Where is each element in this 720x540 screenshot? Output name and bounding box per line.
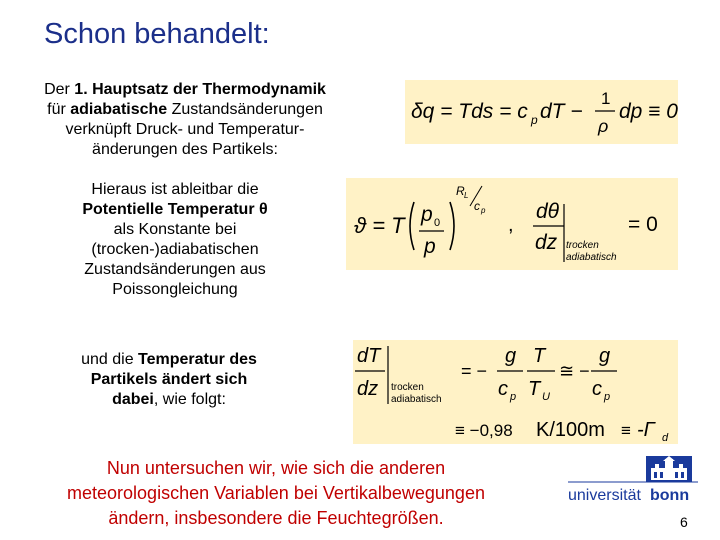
eq2-dz: dz: [535, 231, 558, 254]
eq3-dz: dz: [357, 378, 379, 400]
eq3-TU-sub: U: [542, 391, 550, 403]
page-number: 6: [680, 514, 688, 530]
eq1-frac-num: 1: [601, 89, 611, 108]
text: Der: [44, 81, 75, 98]
text: Poissongleichung: [112, 281, 238, 298]
eq3-cp1: c: [498, 378, 508, 400]
logo-text-universitaet: universität: [568, 487, 641, 504]
logo-text-bonn: bonn: [650, 487, 690, 504]
eq2-dtheta: dθ: [536, 200, 560, 223]
university-building-icon: [568, 456, 698, 506]
eq3-TU: T: [528, 378, 541, 400]
eq3-gamma: -Γ: [637, 419, 656, 441]
eq3-approx: ≅ −: [559, 361, 590, 381]
eq3-cp1-sub: p: [510, 391, 517, 403]
eq2-exp-num-sub: L: [464, 191, 469, 200]
university-logo: [568, 456, 698, 506]
eq1-frac-den: ρ: [598, 116, 609, 136]
eq3-g1: g: [505, 345, 517, 367]
paragraph-temperature-change: [58, 350, 280, 410]
closing-text: [36, 456, 516, 531]
eq2-paren-right: [450, 202, 454, 250]
eq2-exp-den: c: [474, 199, 480, 213]
equation-potential-temperature: [346, 178, 678, 270]
eq1-tail: dp ≡ 0: [619, 100, 678, 123]
text: ändern, insbesondere die Feuchtegrößen.: [108, 508, 444, 528]
text: als Konstante bei: [113, 221, 237, 238]
text: verknüpft Druck- und Temperatur-: [65, 121, 305, 138]
text: , wie folgt:: [153, 391, 226, 408]
equation-temperature-change: [353, 340, 678, 444]
eq2-exp-den-sub: p: [481, 206, 486, 215]
eq3-T: T: [533, 345, 546, 367]
eq3-dT: dT: [357, 345, 381, 367]
equation-first-law-svg: [405, 80, 678, 144]
text: für: [47, 101, 71, 118]
text: und die: [81, 351, 139, 368]
text-bold: Partikels ändert sich: [90, 371, 248, 388]
text: Hieraus ist ableitbar die: [91, 181, 259, 198]
equation-first-law: [405, 80, 678, 144]
eq3-cp2-sub: p: [604, 391, 611, 403]
eq1-sub-p: p: [531, 113, 538, 127]
eq2-theta: ϑ = T: [354, 213, 405, 238]
equation-potential-temperature-svg: [346, 178, 678, 270]
paragraph-first-law: [20, 80, 350, 160]
text-bold: dabei: [112, 391, 154, 408]
eq2-comma: ,: [508, 214, 514, 236]
text: (trocken-)adiabatischen: [91, 241, 259, 258]
text: Nun untersuchen wir, wie sich die anderen: [106, 458, 446, 478]
eq3-line2c: ≡: [621, 421, 631, 440]
text: Zustandsänderungen aus: [84, 261, 266, 278]
eq3-adiabatisch: adiabatisch: [391, 394, 442, 405]
eq3-eq-minus: = −: [461, 361, 488, 381]
eq2-p: p: [424, 235, 436, 258]
eq3-g2: g: [599, 345, 611, 367]
eq2-adiabatisch: adiabatisch: [566, 252, 617, 263]
eq2-p0: p: [421, 203, 433, 226]
eq1-lhs: δq = Tds = c: [411, 100, 528, 123]
eq2-p0-sub: 0: [434, 217, 441, 229]
text: Zustandsänderungen: [167, 101, 323, 118]
equation-temperature-change-svg: [353, 340, 678, 444]
text: meteorologischen Variablen bei Vertikalbewegungen: [67, 483, 485, 503]
eq2-trocken: trocken: [566, 240, 599, 251]
slide-title: Schon behandelt:: [44, 18, 270, 50]
eq2-rhs: = 0: [628, 213, 658, 236]
text-bold: adiabatische: [70, 101, 168, 118]
eq3-line2a: ≡ −0,98: [455, 421, 513, 440]
eq3-trocken: trocken: [391, 382, 424, 393]
text-bold: 1. Hauptsatz der Thermodynamik: [74, 81, 326, 98]
paragraph-potential-temperature: [40, 180, 310, 300]
eq3-gamma-sub: d: [662, 432, 669, 444]
text-bold: Temperatur des: [138, 351, 257, 368]
eq3-line2b: K/100m: [536, 419, 605, 441]
text-bold: Potentielle Temperatur θ: [82, 201, 268, 218]
eq3-cp2: c: [592, 378, 602, 400]
eq2-paren-left: [410, 202, 414, 250]
text: änderungen des Partikels:: [92, 141, 278, 158]
eq1-mid: dT −: [540, 100, 583, 123]
eq2-exp-num: R: [456, 184, 465, 198]
